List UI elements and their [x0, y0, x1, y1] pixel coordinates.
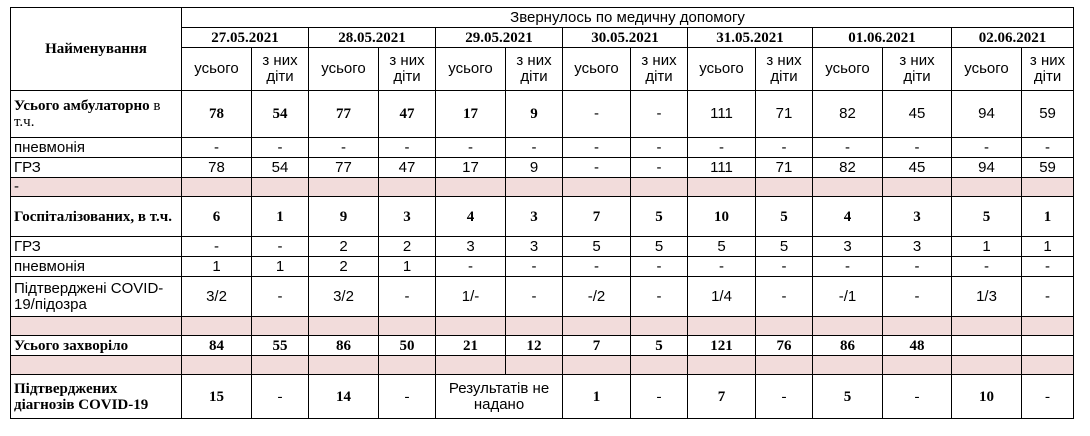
cell: 1 — [379, 257, 436, 277]
cell: 82 — [813, 91, 883, 138]
cell: 9 — [309, 197, 379, 237]
subheader-total: усього — [436, 48, 506, 91]
cell: 94 — [952, 158, 1022, 178]
row-grz-ambulatory — [11, 158, 1074, 178]
cell: - — [252, 138, 309, 158]
cell: 4 — [436, 197, 506, 237]
cell: 3 — [813, 237, 883, 257]
cell: 94 — [952, 91, 1022, 138]
cell: 78 — [182, 158, 252, 178]
cell: - — [952, 257, 1022, 277]
cell: - — [631, 257, 688, 277]
date-header: 31.05.2021 — [688, 28, 813, 48]
cell: 5 — [813, 375, 883, 419]
cell: - — [252, 375, 309, 419]
cell: 54 — [252, 91, 309, 138]
cell: - — [436, 257, 506, 277]
row-pneumonia-ambulatory — [11, 138, 1074, 158]
subheader-total: усього — [688, 48, 756, 91]
row-pneumonia-hospitalized — [11, 257, 1074, 277]
cell — [1022, 336, 1074, 356]
cell: 1 — [952, 237, 1022, 257]
subheader-children: з них діти — [631, 48, 688, 91]
cell — [952, 336, 1022, 356]
cell: - — [563, 91, 631, 138]
cell: - — [631, 138, 688, 158]
cell: 5 — [631, 237, 688, 257]
date-header: 01.06.2021 — [813, 28, 952, 48]
subheader-total: усього — [563, 48, 631, 91]
cell: 86 — [813, 336, 883, 356]
separator-row — [11, 178, 1074, 197]
cell: 82 — [813, 158, 883, 178]
cell: 77 — [309, 158, 379, 178]
cell: 5 — [756, 237, 813, 257]
cell: 5 — [631, 336, 688, 356]
cell: - — [631, 277, 688, 317]
row-total-ambulatory — [11, 91, 1074, 138]
date-header: 28.05.2021 — [309, 28, 436, 48]
row-total-sick — [11, 336, 1074, 356]
cell: - — [1022, 375, 1074, 419]
cell: 77 — [309, 91, 379, 138]
cell: 3 — [379, 197, 436, 237]
cell: 45 — [883, 91, 952, 138]
cell: 50 — [379, 336, 436, 356]
cell: 86 — [309, 336, 379, 356]
cell: 1 — [1022, 237, 1074, 257]
cell: - — [563, 257, 631, 277]
date-header: 30.05.2021 — [563, 28, 688, 48]
date-header: 27.05.2021 — [182, 28, 309, 48]
cell: 5 — [756, 197, 813, 237]
cell: 3/2 — [182, 277, 252, 317]
cell: - — [506, 138, 563, 158]
cell: - — [756, 277, 813, 317]
cell: - — [506, 257, 563, 277]
cell: 5 — [952, 197, 1022, 237]
cell: - — [631, 375, 688, 419]
cell: - — [756, 257, 813, 277]
no-results-cell: Результатів не надано — [436, 375, 563, 419]
subheader-total: усього — [952, 48, 1022, 91]
cell: 45 — [883, 158, 952, 178]
cell: 1 — [563, 375, 631, 419]
row-label: Усього захворіло — [11, 336, 182, 356]
row-label: - — [11, 178, 182, 197]
cell: 78 — [182, 91, 252, 138]
cell: - — [379, 277, 436, 317]
cell: - — [631, 158, 688, 178]
cell: - — [252, 277, 309, 317]
cell: - — [252, 237, 309, 257]
cell: 1 — [1022, 197, 1074, 237]
cell: 15 — [182, 375, 252, 419]
cell: 1/- — [436, 277, 506, 317]
cell: 14 — [309, 375, 379, 419]
cell: 21 — [436, 336, 506, 356]
cell: - — [563, 138, 631, 158]
cell: 3/2 — [309, 277, 379, 317]
cell: 121 — [688, 336, 756, 356]
row-label: Госпіталізованих, в т.ч. — [11, 197, 182, 237]
separator-row — [11, 317, 1074, 336]
subheader-children: з них діти — [506, 48, 563, 91]
cell: - — [1022, 138, 1074, 158]
cell: 17 — [436, 91, 506, 138]
cell: 59 — [1022, 91, 1074, 138]
cell: 111 — [688, 91, 756, 138]
cell: 3 — [883, 197, 952, 237]
cell: 7 — [563, 336, 631, 356]
subheader-children: з них діти — [252, 48, 309, 91]
cell: 84 — [182, 336, 252, 356]
row-label: пневмонія — [11, 138, 182, 158]
cell: 1 — [252, 197, 309, 237]
row-label: ГРЗ — [11, 158, 182, 178]
subheader-children: з них діти — [379, 48, 436, 91]
date-header: 29.05.2021 — [436, 28, 563, 48]
cell: - — [1022, 257, 1074, 277]
cell: 6 — [182, 197, 252, 237]
subheader-total: усього — [813, 48, 883, 91]
cell: 1/4 — [688, 277, 756, 317]
cell: - — [688, 257, 756, 277]
cell: 2 — [379, 237, 436, 257]
name-column-header: Найменування — [11, 8, 182, 91]
cell: 12 — [506, 336, 563, 356]
cell: - — [1022, 277, 1074, 317]
cell: 59 — [1022, 158, 1074, 178]
cell: - — [883, 277, 952, 317]
cell: 10 — [952, 375, 1022, 419]
cell: 10 — [688, 197, 756, 237]
cell: 2 — [309, 237, 379, 257]
row-grz-hospitalized — [11, 237, 1074, 257]
cell: - — [813, 257, 883, 277]
row-label: ГРЗ — [11, 237, 182, 257]
cell: - — [631, 91, 688, 138]
row-hospitalized — [11, 197, 1074, 237]
cell: 3 — [883, 237, 952, 257]
row-label: Підтверджені COVID-19/підозра — [11, 277, 182, 317]
subheader-total: усього — [182, 48, 252, 91]
cell: - — [182, 237, 252, 257]
cell: 5 — [631, 197, 688, 237]
cell: 48 — [883, 336, 952, 356]
cell: 1 — [182, 257, 252, 277]
group-title: Звернулось по медичну допомогу — [182, 8, 1074, 28]
cell: 71 — [756, 158, 813, 178]
cell: 55 — [252, 336, 309, 356]
cell: 1 — [252, 257, 309, 277]
cell: 17 — [436, 158, 506, 178]
cell: - — [379, 138, 436, 158]
row-confirmed-diagnoses — [11, 375, 1074, 419]
cell: 9 — [506, 158, 563, 178]
cell: - — [182, 138, 252, 158]
cell: - — [756, 138, 813, 158]
subheader-children: з них діти — [883, 48, 952, 91]
separator-row — [11, 356, 1074, 375]
row-covid-confirmed-suspected — [11, 277, 1074, 317]
cell: -/2 — [563, 277, 631, 317]
cell: 7 — [563, 197, 631, 237]
cell: 2 — [309, 257, 379, 277]
cell: 3 — [436, 237, 506, 257]
cell: -/1 — [813, 277, 883, 317]
cell: - — [506, 277, 563, 317]
cell: 5 — [688, 237, 756, 257]
subheader-total: усього — [309, 48, 379, 91]
row-label: Підтверджених діагнозів COVID-19 — [11, 375, 182, 419]
subheader-children: з них діти — [1022, 48, 1074, 91]
cell: 3 — [506, 237, 563, 257]
cell: 4 — [813, 197, 883, 237]
cell: 9 — [506, 91, 563, 138]
cell: - — [883, 138, 952, 158]
covid-report-table — [10, 7, 1074, 419]
cell: 3 — [506, 197, 563, 237]
cell: 47 — [379, 158, 436, 178]
cell: - — [756, 375, 813, 419]
row-label: пневмонія — [11, 257, 182, 277]
cell: - — [883, 257, 952, 277]
cell: - — [436, 138, 506, 158]
cell: 76 — [756, 336, 813, 356]
row-label: Усього амбулаторно в т.ч. — [11, 91, 182, 138]
cell: 5 — [563, 237, 631, 257]
cell: - — [563, 158, 631, 178]
cell: 47 — [379, 91, 436, 138]
cell: 111 — [688, 158, 756, 178]
cell: 54 — [252, 158, 309, 178]
cell: - — [309, 138, 379, 158]
cell: - — [379, 375, 436, 419]
cell: 7 — [688, 375, 756, 419]
cell: - — [813, 138, 883, 158]
cell: - — [688, 138, 756, 158]
cell: - — [952, 138, 1022, 158]
cell: 1/3 — [952, 277, 1022, 317]
cell: - — [883, 375, 952, 419]
date-header: 02.06.2021 — [952, 28, 1074, 48]
subheader-children: з них діти — [756, 48, 813, 91]
cell: 71 — [756, 91, 813, 138]
